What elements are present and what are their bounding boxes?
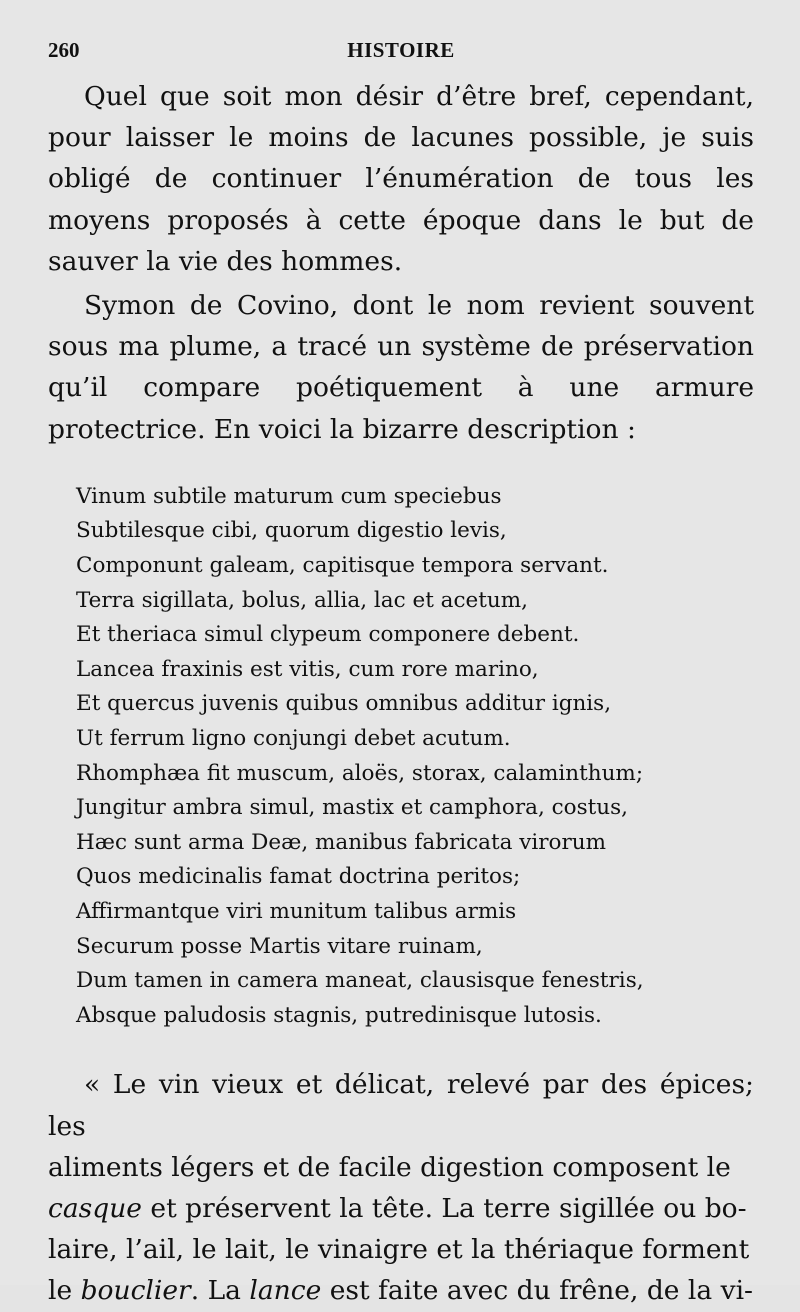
- verse-line: Subtilesque cibi, quorum digestio levis,: [76, 518, 507, 544]
- italic-term-lance: lance: [249, 1275, 322, 1307]
- translation-line: « Le vin vieux et délicat, relevé par des épices; les: [48, 1069, 754, 1142]
- verse-line: Jungitur ambra simul, mastix et camphora, costus,: [76, 795, 628, 821]
- verse-line: Et theriaca simul clypeum componere debent.: [76, 622, 580, 648]
- translation-text: le: [48, 1275, 81, 1307]
- latin-verse: [76, 480, 754, 1034]
- verse-line: Terra sigillata, bolus, allia, lac et acetum,: [76, 587, 528, 613]
- translation-text: est faite avec du frêne, de la vi-: [321, 1275, 753, 1307]
- body-text: [48, 76, 754, 1312]
- verse-line: Ut ferrum ligno conjungi debet acutum.: [76, 725, 511, 751]
- verse-line: Dum tamen in camera maneat, clausisque fenestris,: [76, 968, 644, 994]
- italic-term-casque: casque: [48, 1192, 142, 1224]
- running-title: HISTOIRE: [347, 38, 455, 62]
- translation-line: aliments légers et de facile digestion composent le: [48, 1151, 731, 1183]
- running-head: [48, 38, 754, 68]
- paragraph-intro: Quel que soit mon désir d’être bref, cependant, pour laisser le moins de lacunes possible, je suis obligé de continuer l’énumération de tous les moyens proposés à cette époque dans le but de sauver la vie des hommes.: [48, 81, 754, 277]
- verse-line: Et quercus juvenis quibus omnibus additur ignis,: [76, 691, 612, 717]
- verse-line: Affirmantque viri munitum talibus armis: [76, 898, 517, 924]
- italic-term-bouclier: bouclier: [80, 1275, 191, 1307]
- translation-line: [48, 1270, 754, 1311]
- verse-line: Quos medicinalis famat doctrina peritos;: [76, 864, 521, 890]
- translation-line: [48, 1188, 754, 1229]
- paragraph-symon-de-covino: Symon de Covino, dont le nom revient souvent sous ma plume, a tracé un système de préservation qu’il compare poétiquement à une armure protectrice. En voici la bizarre description :: [48, 290, 754, 445]
- verse-line: Securum posse Martis vitare ruinam,: [76, 933, 483, 959]
- verse-line: Vinum subtile maturum cum speciebus: [76, 483, 502, 509]
- verse-line: Componunt galeam, capitisque tempora servant.: [76, 553, 609, 579]
- verse-line: Hæc sunt arma Deæ, manibus fabricata virorum: [76, 829, 607, 855]
- verse-line: Rhomphæa fit muscum, aloës, storax, calaminthum;: [76, 760, 644, 786]
- translation-text: . La: [190, 1275, 250, 1307]
- verse-line: Lancea fraxinis est vitis, cum rore marino,: [76, 656, 539, 682]
- page-number: 260: [48, 38, 80, 62]
- translation-text: et préservent la tête. La terre sigillée ou bo-: [141, 1192, 747, 1224]
- translation-line: laire, l’ail, le lait, le vinaigre et la thériaque forment: [48, 1234, 750, 1266]
- paragraph-translation: [48, 1064, 754, 1311]
- verse-line: Absque paludosis stagnis, putredinisque lutosis.: [76, 1002, 602, 1028]
